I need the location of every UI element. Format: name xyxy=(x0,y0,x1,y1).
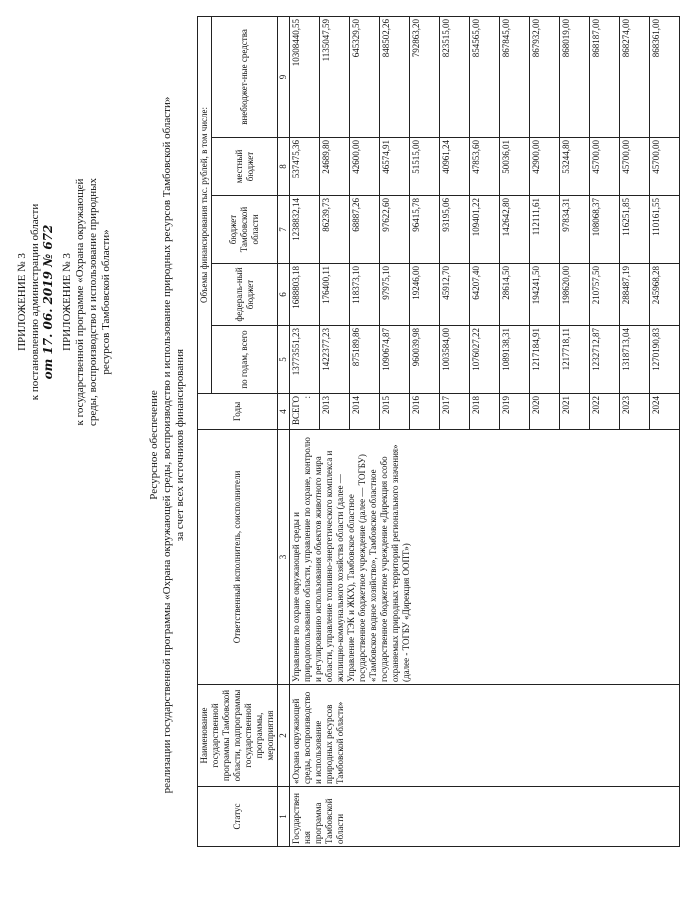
regional-cell: 112111,61 xyxy=(530,196,560,264)
executor-cell: Управление по охране окружающей среды и природопользованию области, управление по охране, контролю и регулированию использования объектов животного мира области, управление топливно-энергетического комплекса и жилищно-коммунального хозяйства области (далее — Управление ТЭК и ЖКХ), Тамбовское областное государственное бюджетное учреждение (далее — ТОГБУ) «Тамбовское водное хозяйство», Тамбовское областное государственное бюджетное учреждение «Дирекция особо охраняемых природных территорий регионального значения» (далее - ТОГБУ «Дирекция ООПТ») xyxy=(290,430,680,685)
header-regional: бюджет Тамбовской области xyxy=(212,196,278,264)
offbudget-cell: 10308440,55 xyxy=(290,16,320,137)
local-cell: 51515,00 xyxy=(410,138,440,196)
document-title xyxy=(148,45,187,845)
local-cell: 537475,36 xyxy=(290,138,320,196)
column-number: 6 xyxy=(278,264,290,326)
year-cell: 2020 xyxy=(530,394,560,430)
regional-cell: 93195,06 xyxy=(440,196,470,264)
program-line-3: ресурсов Тамбовской области» xyxy=(100,229,112,375)
header-funding: Объемы финансирования тыс. рублей, в том числе: xyxy=(198,16,212,393)
year-cell: ВСЕГО: xyxy=(290,394,320,430)
header-federal: федераль-ный бюджет xyxy=(212,264,278,326)
local-cell: 45700,00 xyxy=(590,138,620,196)
local-cell: 24689,80 xyxy=(320,138,350,196)
local-cell: 42600,00 xyxy=(350,138,380,196)
local-cell: 45700,00 xyxy=(650,138,680,196)
offbudget-cell: 645329,50 xyxy=(350,16,380,137)
year-cell: 2013 xyxy=(320,394,350,430)
total-cell: 1422377,23 xyxy=(320,326,350,394)
federal-cell: 176400,11 xyxy=(320,264,350,326)
appendix-title: ПРИЛОЖЕНИЕ № 3 xyxy=(16,253,28,351)
regional-cell: 116251,85 xyxy=(620,196,650,264)
total-cell: 1270190,83 xyxy=(650,326,680,394)
offbudget-cell: 868019,00 xyxy=(560,16,590,137)
offbudget-cell: 792863,20 xyxy=(410,16,440,137)
total-cell: 13773551,23 xyxy=(290,326,320,394)
appendix-title-2: ПРИЛОЖЕНИЕ № 3 xyxy=(61,253,73,351)
total-cell: 1217718,11 xyxy=(560,326,590,394)
table-body xyxy=(290,16,680,846)
regional-cell: 142642,80 xyxy=(500,196,530,264)
header-executor: Ответственный исполнитель, соисполнители xyxy=(198,430,278,685)
title-line-2: реализации государственной программы «Охрана окружающей среды, воспроизводство и использование природных ресурсов Тамбовской области» xyxy=(161,96,173,794)
offbudget-cell: 1135047,59 xyxy=(320,16,350,137)
column-number: 7 xyxy=(278,196,290,264)
local-cell: 50036,01 xyxy=(500,138,530,196)
regional-cell: 68887,26 xyxy=(350,196,380,264)
local-cell: 42900,00 xyxy=(530,138,560,196)
year-cell: 2015 xyxy=(380,394,410,430)
header-years: Годы xyxy=(198,394,278,430)
resolution-line: к постановлению администрации области xyxy=(29,203,41,401)
regional-cell: 110161,55 xyxy=(650,196,680,264)
federal-cell: 245968,28 xyxy=(650,264,680,326)
regional-cell: 109401,22 xyxy=(470,196,500,264)
local-cell: 47853,60 xyxy=(470,138,500,196)
column-number: 3 xyxy=(278,430,290,685)
year-cell: 2022 xyxy=(590,394,620,430)
offbudget-cell: 868274,00 xyxy=(620,16,650,137)
regional-cell: 97622,60 xyxy=(380,196,410,264)
header-total: по годам, всего xyxy=(212,326,278,394)
program-line-1: к государственной программе «Охрана окружающей xyxy=(74,178,86,426)
year-cell: 2018 xyxy=(470,394,500,430)
total-cell: 1318713,04 xyxy=(620,326,650,394)
year-cell: 2021 xyxy=(560,394,590,430)
title-line-3: за счет всех источников финансирования xyxy=(174,348,186,542)
regional-cell: 86239,73 xyxy=(320,196,350,264)
offbudget-cell: 867845,00 xyxy=(500,16,530,137)
status-cell: Государственная программа Тамбовской области xyxy=(290,787,680,847)
offbudget-cell: 823515,00 xyxy=(440,16,470,137)
header-offbudget: внебюджет-ные средства xyxy=(212,16,278,137)
year-cell: 2023 xyxy=(620,394,650,430)
header-local: местный бюджет xyxy=(212,138,278,196)
program-line-2: среды, воспроизводство и использование природных xyxy=(87,177,99,427)
column-number: 9 xyxy=(278,16,290,137)
total-cell: 1232712,87 xyxy=(590,326,620,394)
local-cell: 46574,91 xyxy=(380,138,410,196)
federal-cell: 198620,00 xyxy=(560,264,590,326)
year-cell: 2019 xyxy=(500,394,530,430)
total-cell: 960039,98 xyxy=(410,326,440,394)
local-cell: 40961,24 xyxy=(440,138,470,196)
handwritten-date: от 17. 06. 2019 № 672 xyxy=(41,224,55,380)
regional-cell: 108068,37 xyxy=(590,196,620,264)
total-cell: 875189,86 xyxy=(350,326,380,394)
column-number: 2 xyxy=(278,685,290,787)
column-number: 1 xyxy=(278,787,290,847)
federal-cell: 210757,50 xyxy=(590,264,620,326)
offbudget-cell: 868187,00 xyxy=(590,16,620,137)
federal-cell: 45912,70 xyxy=(440,264,470,326)
column-number: 8 xyxy=(278,138,290,196)
column-number-row xyxy=(278,16,290,846)
column-number: 4 xyxy=(278,394,290,430)
offbudget-cell: 868361,00 xyxy=(650,16,680,137)
local-cell: 45700,00 xyxy=(620,138,650,196)
appendix-header xyxy=(16,122,113,482)
local-cell: 53244,80 xyxy=(560,138,590,196)
regional-cell: 1238832,14 xyxy=(290,196,320,264)
funding-table xyxy=(197,16,680,847)
year-cell: 2014 xyxy=(350,394,380,430)
federal-cell: 97975,10 xyxy=(380,264,410,326)
federal-cell: 28614,50 xyxy=(500,264,530,326)
offbudget-cell: 854565,00 xyxy=(470,16,500,137)
header-status: Статус xyxy=(198,787,278,847)
year-cell: 2017 xyxy=(440,394,470,430)
regional-cell: 96415,78 xyxy=(410,196,440,264)
total-cell: 1089138,31 xyxy=(500,326,530,394)
table-row xyxy=(290,16,320,846)
total-cell: 1076027,22 xyxy=(470,326,500,394)
total-cell: 1217184,91 xyxy=(530,326,560,394)
offbudget-cell: 867932,00 xyxy=(530,16,560,137)
title-line-1: Ресурсное обеспечение xyxy=(148,390,160,500)
year-cell: 2024 xyxy=(650,394,680,430)
federal-cell: 19246,00 xyxy=(410,264,440,326)
federal-cell: 288487,19 xyxy=(620,264,650,326)
program-name-cell: «Охрана окружающей среды, воспроизводство и использование природных ресурсов Тамбовской области» xyxy=(290,685,680,787)
year-cell: 2016 xyxy=(410,394,440,430)
regional-cell: 97834,31 xyxy=(560,196,590,264)
header-name: Наименование государственной программы Тамбовской области, подпрограммы государственной программы, мероприятия xyxy=(198,685,278,787)
total-cell: 1090674,87 xyxy=(380,326,410,394)
federal-cell: 1688803,18 xyxy=(290,264,320,326)
offbudget-cell: 848502,26 xyxy=(380,16,410,137)
column-number: 5 xyxy=(278,326,290,394)
federal-cell: 118373,10 xyxy=(350,264,380,326)
federal-cell: 194241,50 xyxy=(530,264,560,326)
federal-cell: 64207,40 xyxy=(470,264,500,326)
total-cell: 1003584,00 xyxy=(440,326,470,394)
